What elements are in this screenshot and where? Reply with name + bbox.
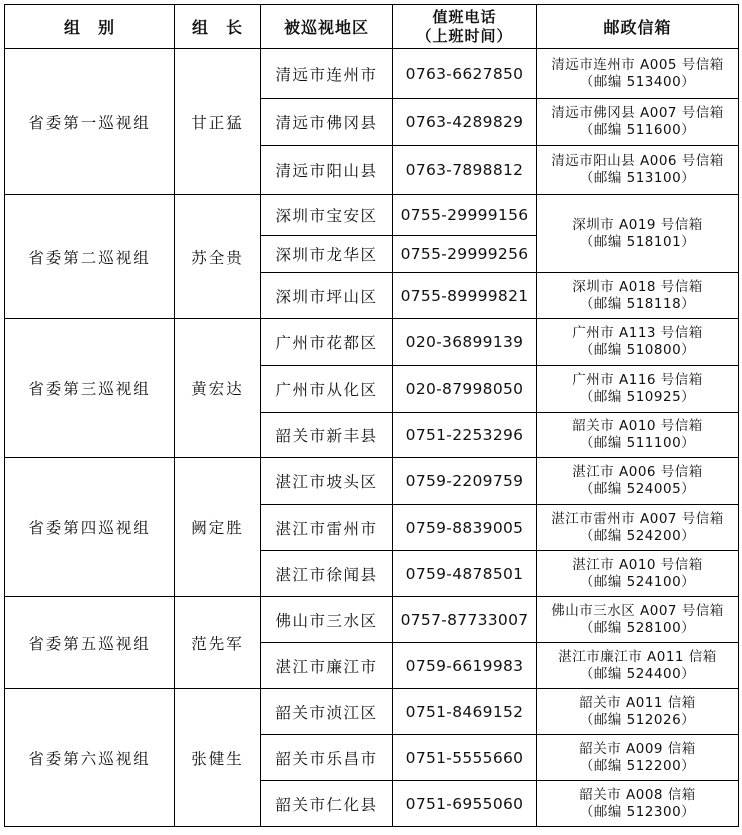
area-cell: 深圳市龙华区 xyxy=(261,236,393,273)
table-row xyxy=(5,319,739,366)
mailbox-postcode: （邮编 511100） xyxy=(579,435,696,451)
mailbox-address: 清远市连州市 A005 号信箱 xyxy=(551,56,724,73)
mailbox-address: 佛山市三水区 A007 号信箱 xyxy=(551,602,724,619)
table-row xyxy=(5,49,739,99)
mailbox-address: 清远市阳山县 A006 号信箱 xyxy=(551,153,724,169)
phone-cell: 0755-29999156 xyxy=(393,195,537,236)
mailbox-address: 湛江市雷州市 A007 号信箱 xyxy=(551,510,724,527)
group-name: 省委第三巡视组 xyxy=(5,319,175,458)
mailbox-address: 韶关市 A011 信箱 xyxy=(579,694,696,711)
mailbox-address: 深圳市 A019 号信箱 xyxy=(572,216,703,233)
phone-cell: 020-36899139 xyxy=(393,319,537,366)
area-cell: 广州市从化区 xyxy=(261,366,393,413)
area-cell: 佛山市三水区 xyxy=(261,597,393,643)
phone-cell: 0751-5555660 xyxy=(393,735,537,781)
phone-cell: 0763-6627850 xyxy=(393,49,537,99)
group-leader: 苏全贵 xyxy=(175,195,261,319)
mailbox-address: 韶关市 A008 信箱 xyxy=(579,786,696,803)
mailbox-cell xyxy=(537,458,739,505)
mailbox-postcode: （邮编 524100） xyxy=(579,573,696,590)
group-name: 省委第二巡视组 xyxy=(5,195,175,319)
header-row xyxy=(5,5,739,49)
mailbox-cell xyxy=(537,146,739,195)
phone-cell: 0759-8839005 xyxy=(393,505,537,551)
area-cell: 韶关市仁化县 xyxy=(261,781,393,827)
mailbox-cell xyxy=(537,319,739,366)
phone-cell: 0763-7898812 xyxy=(393,146,537,195)
phone-cell: 020-87998050 xyxy=(393,366,537,413)
group-name: 省委第六巡视组 xyxy=(5,689,175,827)
group-leader: 范先军 xyxy=(175,597,261,689)
phone-cell: 0759-2209759 xyxy=(393,458,537,505)
area-cell: 韶关市新丰县 xyxy=(261,413,393,458)
mailbox-cell xyxy=(537,49,739,99)
area-cell: 广州市花都区 xyxy=(261,319,393,366)
mailbox-cell xyxy=(537,689,739,735)
group-leader: 黄宏达 xyxy=(175,319,261,458)
mailbox-address: 湛江市 A006 号信箱 xyxy=(572,464,703,480)
header-phone-line1: 值班电话 xyxy=(432,7,497,26)
mailbox-cell xyxy=(537,413,739,458)
mailbox-postcode: （邮编 512300） xyxy=(579,803,696,820)
area-cell: 湛江市坡头区 xyxy=(261,458,393,505)
header-phone xyxy=(393,5,537,49)
mailbox-postcode: （邮编 524200） xyxy=(579,527,696,544)
phone-cell: 0759-6619983 xyxy=(393,643,537,689)
mailbox-postcode: （邮编 511600） xyxy=(579,122,696,138)
table-row xyxy=(5,597,739,643)
mailbox-cell xyxy=(537,195,739,273)
mailbox-cell xyxy=(537,505,739,551)
phone-cell: 0751-2253296 xyxy=(393,413,537,458)
group-name: 省委第五巡视组 xyxy=(5,597,175,689)
mailbox-postcode: （邮编 524400） xyxy=(579,665,696,682)
header-area: 被巡视地区 xyxy=(261,5,393,49)
mailbox-cell xyxy=(537,551,739,597)
area-cell: 韶关市乐昌市 xyxy=(261,735,393,781)
area-cell: 清远市连州市 xyxy=(261,49,393,99)
mailbox-postcode: （邮编 524005） xyxy=(579,481,696,497)
mailbox-postcode: （邮编 518101） xyxy=(579,233,696,250)
mailbox-address: 韶关市 A009 信箱 xyxy=(579,740,696,757)
mailbox-cell xyxy=(537,366,739,413)
phone-cell: 0763-4289829 xyxy=(393,99,537,146)
table-row xyxy=(5,689,739,735)
header-leader: 组 长 xyxy=(175,5,261,49)
table-row xyxy=(5,458,739,505)
phone-cell: 0759-4878501 xyxy=(393,551,537,597)
mailbox-postcode: （邮编 510800） xyxy=(579,342,696,358)
inspection-contact-table xyxy=(4,4,739,827)
phone-cell: 0751-6955060 xyxy=(393,781,537,827)
mailbox-cell xyxy=(537,99,739,146)
mailbox-address: 湛江市廉江市 A011 信箱 xyxy=(558,648,717,665)
area-cell: 深圳市宝安区 xyxy=(261,195,393,236)
mailbox-postcode: （邮编 512026） xyxy=(579,711,696,728)
group-name: 省委第四巡视组 xyxy=(5,458,175,597)
mailbox-postcode: （邮编 518118） xyxy=(579,295,696,312)
area-cell: 深圳市坪山区 xyxy=(261,273,393,319)
mailbox-address: 韶关市 A010 号信箱 xyxy=(572,418,703,434)
group-leader: 甘正猛 xyxy=(175,49,261,195)
mailbox-cell xyxy=(537,273,739,319)
area-cell: 湛江市徐闻县 xyxy=(261,551,393,597)
mailbox-postcode: （邮编 513100） xyxy=(579,170,696,186)
mailbox-address: 广州市 A116 号信箱 xyxy=(572,372,703,388)
mailbox-address: 湛江市 A010 号信箱 xyxy=(572,556,703,573)
table-row xyxy=(5,195,739,236)
phone-cell: 0751-8469152 xyxy=(393,689,537,735)
mailbox-cell xyxy=(537,643,739,689)
area-cell: 韶关市浈江区 xyxy=(261,689,393,735)
mailbox-cell xyxy=(537,597,739,643)
mailbox-address: 广州市 A113 号信箱 xyxy=(572,325,703,341)
mailbox-postcode: （邮编 512200） xyxy=(579,757,696,774)
mailbox-cell xyxy=(537,781,739,827)
phone-cell: 0757-87733007 xyxy=(393,597,537,643)
mailbox-cell xyxy=(537,735,739,781)
header-phone-line2: （上班时间） xyxy=(416,26,513,45)
area-cell: 湛江市雷州市 xyxy=(261,505,393,551)
phone-cell: 0755-89999821 xyxy=(393,273,537,319)
phone-cell: 0755-29999256 xyxy=(393,236,537,273)
group-leader: 阙定胜 xyxy=(175,458,261,597)
mailbox-postcode: （邮编 510925） xyxy=(579,389,696,405)
area-cell: 清远市阳山县 xyxy=(261,146,393,195)
mailbox-address: 深圳市 A018 号信箱 xyxy=(572,278,703,295)
area-cell: 湛江市廉江市 xyxy=(261,643,393,689)
group-name: 省委第一巡视组 xyxy=(5,49,175,195)
group-leader: 张健生 xyxy=(175,689,261,827)
mailbox-postcode: （邮编 528100） xyxy=(579,619,696,636)
header-mail: 邮政信箱 xyxy=(537,5,739,49)
mailbox-address: 清远市佛冈县 A007 号信箱 xyxy=(551,105,724,121)
area-cell: 清远市佛冈县 xyxy=(261,99,393,146)
mailbox-postcode: （邮编 513400） xyxy=(579,73,696,90)
header-group: 组 别 xyxy=(5,5,175,49)
